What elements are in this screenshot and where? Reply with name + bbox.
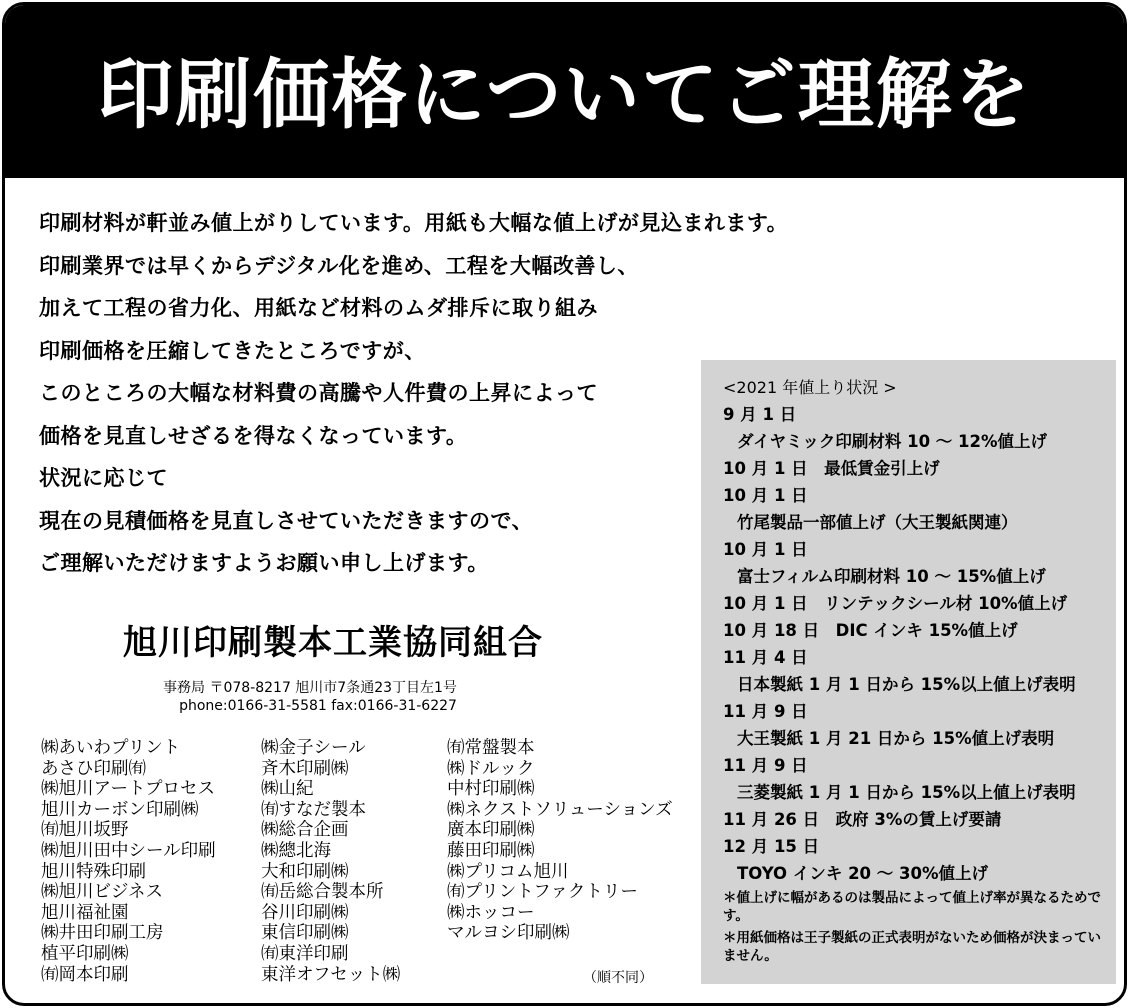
- member-name: ㈱旭川田中シール印刷: [41, 840, 216, 861]
- intro-line: 状況に応じて: [39, 466, 168, 490]
- member-name: ㈱總北海: [261, 840, 331, 861]
- event-detail: 日本製紙 1 月 1 日から 15%以上値上げ表明: [737, 675, 1076, 694]
- member-name: ㈱山紀: [261, 779, 314, 800]
- member-name: 旭川カーボン印刷㈱: [41, 799, 199, 820]
- member-name: 東洋オフセット㈱: [261, 964, 401, 985]
- event-detail: TOYO インキ 20 ～ 30%値上げ: [737, 864, 989, 883]
- event-date: 9 月 1 日: [723, 405, 797, 424]
- intro-line: 印刷材料が軒並み値上がりしています。用紙も大幅な値上げが見込まれます。: [39, 211, 789, 235]
- intro-text: [39, 202, 788, 585]
- event-detail: 三菱製紙 1 月 1 日から 15%以上値上げ表明: [737, 783, 1076, 802]
- member-name: 廣本印刷㈱: [447, 820, 535, 841]
- member-name: ㈲旭川坂野: [41, 820, 129, 841]
- member-column-1: [41, 738, 216, 985]
- event-entry: 11 月 26 日 政府 3%の賃上げ要請: [723, 810, 1002, 829]
- intro-line: ご理解いただけますようお願い申し上げます。: [39, 551, 489, 575]
- member-name: ㈱プリコム旭川: [447, 861, 569, 882]
- notice-frame: [2, 2, 1127, 1006]
- member-name: 東信印刷㈱: [261, 923, 349, 944]
- member-name: 中村印刷㈱: [447, 779, 535, 800]
- member-column-2: [261, 738, 400, 985]
- panel-footnote: ＊値上げに幅があるのは製品によって値上げ率が異なるためです。: [723, 890, 1101, 924]
- event-date: 10 月 1 日: [723, 486, 808, 505]
- event-detail: 富士フィルム印刷材料 10 ～ 15%値上げ: [737, 567, 1046, 586]
- panel-heading: <2021 年値上り状況 >: [723, 378, 897, 397]
- intro-line: 加えて工程の省力化、用紙など材料のムダ排斥に取り組み: [39, 296, 598, 320]
- member-name: ㈱井田印刷工房: [41, 923, 164, 944]
- office-address: 事務局 〒078-8217 旭川市7条通23丁目左1号: [163, 680, 457, 696]
- office-contact: phone:0166-31-5581 fax:0166-31-6227: [179, 698, 457, 714]
- intro-line: 価格を見直しせざるを得なくなっています。: [39, 423, 468, 448]
- member-name: ㈲岡本印刷: [41, 964, 129, 985]
- event-date: 11 月 4 日: [723, 648, 808, 667]
- member-name: ㈱旭川ビジネス: [41, 882, 163, 903]
- member-name: ㈲岳総合製本所: [261, 882, 384, 903]
- member-name: ㈱総合企画: [261, 820, 349, 841]
- intro-line: このところの大幅な材料費の高騰や人件費の上昇によって: [39, 381, 598, 405]
- page-title: 印刷価格についてご理解を: [97, 50, 1032, 139]
- member-name: ㈱ネクストソリューションズ: [447, 799, 673, 820]
- event-entry: 10 月 1 日 リンテックシール材 10%値上げ: [723, 594, 1068, 613]
- member-column-3: [447, 738, 673, 944]
- event-detail: 大王製紙 1 月 21 日から 15%値上げ表明: [737, 729, 1055, 748]
- member-name: ㈲プリントファクトリー: [447, 882, 638, 903]
- member-name: 旭川特殊印刷: [41, 861, 146, 882]
- event-date: 12 月 15 日: [723, 837, 820, 856]
- member-name: 斉木印刷㈱: [261, 758, 349, 779]
- member-name: ㈱ドルック: [447, 758, 535, 779]
- intro-line: 印刷価格を圧縮してきたところですが、: [39, 338, 426, 363]
- member-name: 大和印刷㈱: [261, 861, 349, 882]
- title-banner: [5, 5, 1124, 178]
- member-name: ㈱金子シール: [261, 738, 366, 758]
- panel-footnote: ＊用紙価格は王子製紙の正式表明がないため価格が決まっていません。: [723, 930, 1101, 964]
- member-name: ㈱旭川アートプロセス: [41, 779, 215, 800]
- member-name: ㈱あいわプリント: [41, 738, 181, 758]
- member-name: 旭川福祉園: [41, 902, 129, 923]
- member-name: 藤田印刷㈱: [447, 840, 535, 861]
- event-detail: 竹尾製品一部値上げ（大王製紙関連）: [737, 513, 1018, 532]
- event-detail: ダイヤミック印刷材料 10 ～ 12%値上げ: [737, 432, 1048, 451]
- event-date: 10 月 1 日: [723, 540, 808, 559]
- intro-line: 印刷業界では早くからデジタル化を進め、工程を大幅改善し、: [39, 253, 639, 278]
- price-increase-list: [723, 374, 1108, 965]
- members-order-note: （順不同）: [583, 970, 653, 986]
- event-date: 11 月 9 日: [723, 702, 808, 721]
- member-name: 谷川印刷㈱: [261, 902, 349, 923]
- member-name: ㈲東洋印刷: [261, 943, 349, 964]
- organization-name: 旭川印刷製本工業協同組合: [123, 623, 543, 663]
- member-name: マルヨシ印刷㈱: [447, 923, 570, 944]
- member-name: ㈲常盤製本: [447, 738, 535, 758]
- event-date: 11 月 9 日: [723, 756, 808, 775]
- intro-line: 現在の見積価格を見直しさせていただきますので、: [39, 508, 534, 533]
- member-name: ㈱ホッコー: [447, 902, 535, 923]
- member-name: ㈲すなだ製本: [261, 799, 366, 820]
- event-entry: 10 月 1 日 最低賃金引上げ: [723, 459, 940, 478]
- price-increase-panel: [701, 360, 1116, 984]
- event-entry: 10 月 18 日 DIC インキ 15%値上げ: [723, 621, 1018, 640]
- member-name: あさひ印刷㈲: [41, 758, 146, 779]
- office-info: [163, 679, 457, 715]
- member-name: 植平印刷㈱: [41, 943, 129, 964]
